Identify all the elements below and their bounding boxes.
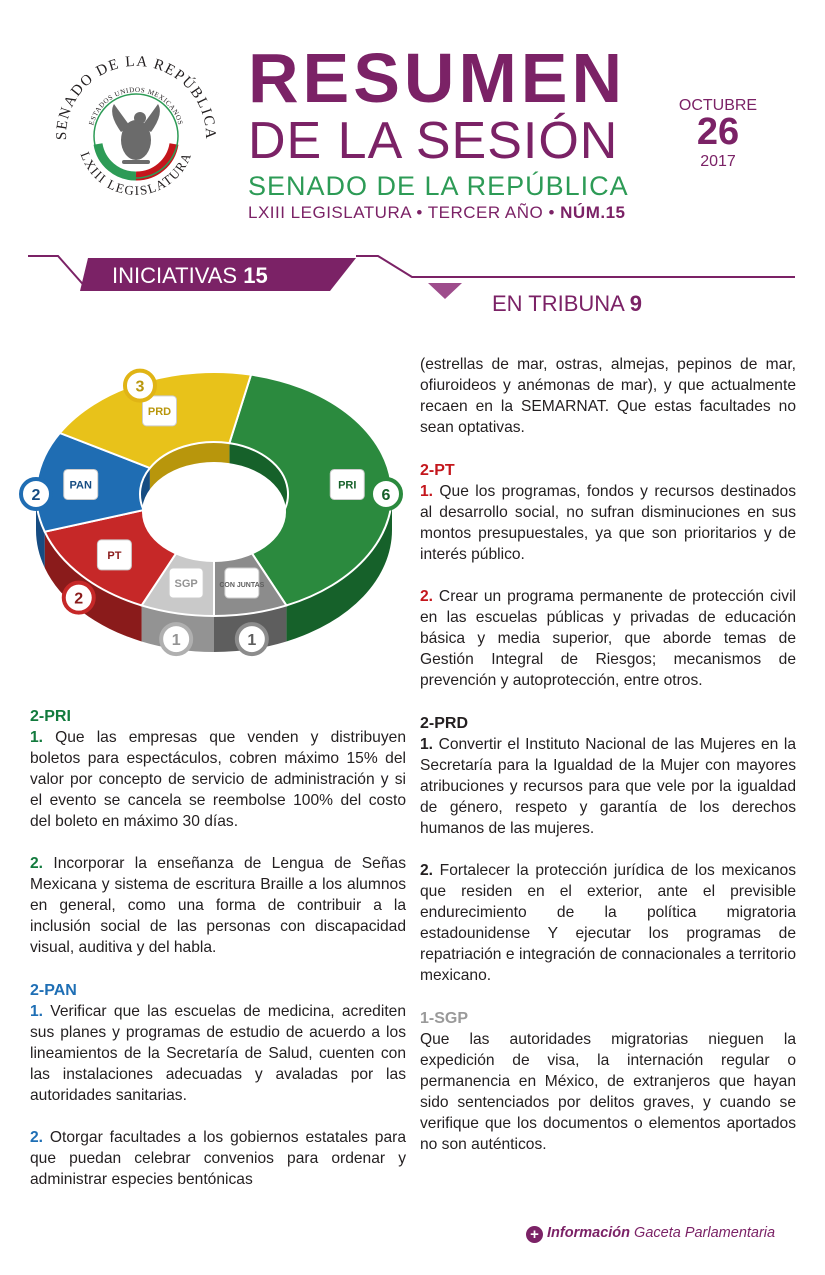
footer-source — [526, 1222, 796, 1244]
party-logo-sgp — [169, 568, 203, 598]
tribuna-label: EN TRIBUNA 9 — [492, 291, 642, 316]
party-logo-label-con-juntas: CON JUNTAS — [219, 582, 265, 590]
seal-inner-text: ESTADOS UNIDOS MEXICANOS — [87, 85, 185, 127]
party-logo-pt — [97, 540, 131, 570]
legislature-text: LXIII LEGISLATURA • TERCER AÑO • — [248, 203, 561, 222]
issue-meta — [248, 202, 626, 224]
date-day: 26 — [696, 111, 740, 153]
pt-heading: 2-PT — [420, 462, 455, 479]
pan-section — [30, 980, 406, 1190]
count-label-sgp: 1 — [171, 632, 181, 650]
pri-heading: 2-PRI — [30, 708, 71, 725]
iniciativas-label: INICIATIVAS 15 — [112, 263, 268, 288]
prd-item-2: 2. Fortalecer la protección jurídica de los mexicanos que residen en el exterior, ante el previsible endurecimiento de la política migratoria estadounidense Y ejecutar los programas de repatriación e integración de connacionales a territorio mexicano. — [420, 862, 796, 984]
date-month: OCTUBRE — [678, 97, 758, 114]
institution: SENADO DE LA REPÚBLICA — [248, 171, 629, 201]
left-text-column — [30, 706, 406, 1212]
pt-section — [420, 460, 796, 691]
pan-continuation: (estrellas de mar, ostras, almejas, pepinos de mar, ofiuroideos y anémonas de mar), y que actualmente recaen en la SEMARNAT. Que estas facultades no sean optativas. — [420, 356, 796, 436]
title: RESUMEN — [248, 39, 627, 117]
footer-source-text: Gaceta Parlamentaria — [634, 1225, 776, 1241]
count-label-prd: 3 — [135, 378, 145, 396]
plus-icon: + — [526, 1226, 543, 1243]
party-logo-label-prd: PRD — [147, 405, 172, 418]
sgp-heading: 1-SGP — [420, 1010, 469, 1027]
count-label-pt: 2 — [74, 590, 84, 608]
seal-bottom-text: LXIII LEGISLATURA — [77, 149, 195, 199]
date-year: 2017 — [700, 153, 736, 170]
prd-section — [420, 713, 796, 986]
party-logo-pan — [64, 469, 98, 499]
count-label-con-juntas: 1 — [247, 632, 257, 650]
pri-item-1: 1. Que las empresas que venden y distribuyen boletos para espectáculos, cobren máximo 15% del valor por concepto de servicio de administración y si el evento se cancela se reembolse 100% del costo del boleto en máximo 30 días. — [30, 729, 406, 830]
subtitle: DE LA SESIÓN — [248, 112, 619, 170]
footer-label: Información — [547, 1225, 631, 1241]
donut-hole — [142, 462, 286, 562]
iniciativas-count: 15 — [243, 263, 268, 288]
seal-outer-text: SENADO DE LA REPÚBLICA — [53, 53, 219, 141]
party-logo-label-pri: PRI — [338, 479, 357, 492]
party-logo-con-juntas — [219, 568, 264, 598]
party-logo-pri — [330, 469, 364, 499]
count-label-pan: 2 — [31, 486, 41, 504]
triangle-marker-icon — [428, 283, 462, 299]
pan-heading: 2-PAN — [30, 982, 77, 999]
sgp-item-1: Que las autoridades migratorias nieguen la expedición de visa, la internación regular o permanencia en México, de extranjeros que hayan sido sentenciados por delitos graves, y cuando se verifique que los documentos o elementos aportados no son auténticos. — [420, 1031, 796, 1153]
party-logo-label-pt: PT — [107, 549, 122, 562]
pt-item-1: 1. Que los programas, fondos y recursos destinados al desarrollo social, no sufran disminuciones en sus montos presupuestales, ya que son prioritarios y de interés público. — [420, 483, 796, 563]
senate-seal-logo — [52, 52, 220, 220]
right-text-column — [420, 354, 796, 1177]
pan-item-2: 2. Otorgar facultades a los gobiernos estatales para que puedan celebrar convenios para ordenar y administrar especies bentónicas — [30, 1129, 406, 1188]
prd-heading: 2-PRD — [420, 715, 469, 732]
party-logo-label-pan: PAN — [69, 479, 92, 492]
sgp-section — [420, 1008, 796, 1155]
issue-number: NÚM.15 — [560, 203, 626, 222]
initiatives-donut-chart — [18, 356, 404, 670]
pri-item-2: 2. Incorporar la enseñanza de Lengua de Señas Mexicana y sistema de escritura Braille a los alumnos en general, como una forma de contribuir a la inclusión social de las personas con discapacidad visual, auditiva y del habla. — [30, 855, 406, 956]
tribuna-count: 9 — [629, 291, 642, 316]
prd-item-1: 1. Convertir el Instituto Nacional de las Mujeres en la Secretaría para la Igualdad de la Mujer con mayores atribuciones y recursos para que vele por la igualdad de género, respeto y garantía de los derechos humanos de las mujeres. — [420, 736, 796, 837]
pt-item-2: 2. Crear un programa permanente de protección civil en las escuelas públicas y privadas de educación básica y media superior, que aborde temas de Gestión Integral de Riesgos; mecanismos de prevención y autoprotección, entre otros. — [420, 588, 796, 689]
party-logo-label-sgp: SGP — [174, 578, 198, 591]
pan-item-1: 1. Verificar que las escuelas de medicina, acrediten sus planes y programas de estudio de acuerdo a los lineamientos de la Secretaría de Salud, cuenten con las instalaciones adecuadas y avaladas por las autoridades sanitarias. — [30, 1003, 406, 1104]
count-label-pri: 6 — [381, 486, 391, 504]
pri-section — [30, 706, 406, 958]
